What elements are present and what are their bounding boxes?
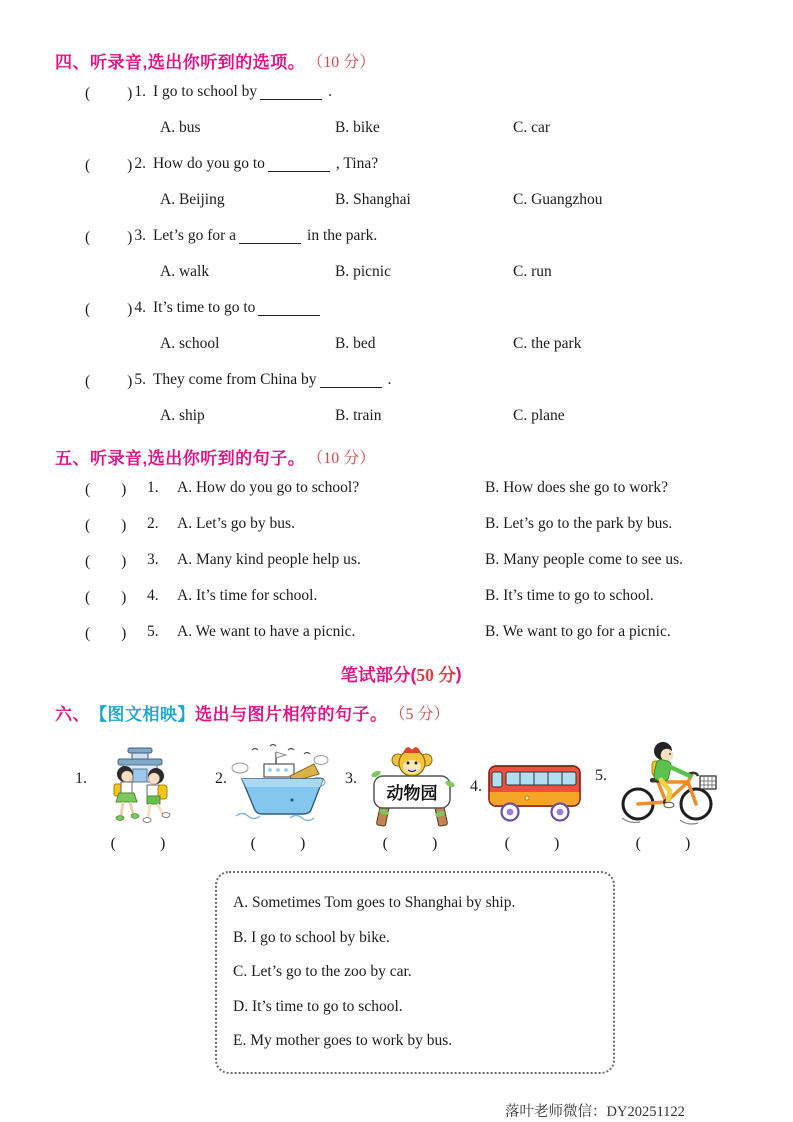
- question-row: [85, 362, 747, 398]
- question-number: 4.: [134, 299, 146, 316]
- options-row: [160, 398, 747, 434]
- blank-line: [268, 157, 330, 172]
- question-text: It’s time to go to: [152, 299, 256, 316]
- section6-title-text: 选出与图片相符的句子。: [195, 704, 388, 724]
- option-b: B. bed: [335, 335, 376, 352]
- sentence-d: D. It’s time to go to school.: [233, 997, 403, 1015]
- written-part-prefix: 笔试部分(: [340, 664, 417, 685]
- answer-paren: ( ): [85, 625, 127, 642]
- answer-paren: ( ): [85, 373, 135, 390]
- zoo-sign-text: 动物园: [386, 784, 438, 803]
- question-number: 3.: [147, 551, 159, 568]
- answer-paren: ( ): [85, 589, 127, 606]
- question-text: Let’s go for a: [152, 227, 237, 244]
- sentence-e: E. My mother goes to work by bus.: [233, 1032, 453, 1050]
- answer-paren: ( ): [85, 229, 135, 246]
- answer-paren: ( ): [110, 835, 170, 852]
- section4-questions: [55, 74, 747, 434]
- section5-score: （10 分）: [307, 449, 376, 467]
- picture-item-2: [215, 742, 345, 853]
- section5-title-text: 五、听录音,选出你听到的句子。: [55, 448, 306, 468]
- picture-item-3: [345, 742, 470, 853]
- picture-number: 2.: [215, 769, 227, 787]
- sentence-b: B. I go to school by bike.: [233, 928, 390, 946]
- sentence-choices-box: [215, 871, 615, 1074]
- written-part-header: [55, 654, 747, 694]
- choice-a: A. It’s time for school.: [177, 587, 318, 604]
- options-row: [160, 326, 747, 362]
- answer-paren: ( ): [250, 835, 310, 852]
- section4-title-text: 四、听录音,选出你听到的选项。: [55, 52, 306, 72]
- answer-paren: ( ): [85, 517, 127, 534]
- choice-a: A. How do you go to school?: [177, 479, 360, 496]
- section6-prefix: 六、: [55, 704, 90, 724]
- answer-paren: ( ): [635, 835, 695, 852]
- picture-item-5: [595, 736, 747, 853]
- section6-tag: 【图文相映】: [90, 704, 195, 724]
- answer-paren: ( ): [85, 301, 135, 318]
- picture-item-1: [75, 742, 215, 853]
- written-part-suffix: ): [455, 663, 462, 684]
- section5-rows: [55, 470, 747, 650]
- question-number: 4.: [147, 587, 159, 604]
- sentence-a: A. Sometimes Tom goes to Shanghai by ship.: [233, 894, 516, 912]
- ship-illustration: [230, 742, 330, 828]
- question-number: 2.: [134, 155, 146, 172]
- question-number: 5.: [134, 371, 146, 388]
- sentence-pair-row: [85, 470, 747, 506]
- question-text-post: , Tina?: [335, 155, 379, 172]
- monkey-zoo-sign-illustration: [360, 742, 464, 828]
- section6-title: [55, 698, 747, 726]
- question-text: They come from China by: [152, 371, 317, 388]
- choice-b: B. It’s time to go to school.: [485, 587, 654, 604]
- picture-number: 1.: [75, 769, 87, 787]
- option-b: B. bike: [335, 119, 380, 136]
- choice-a: A. Let’s go by bus.: [177, 515, 295, 532]
- teacher-wechat-footer: 落叶老师微信：DY20251122: [505, 1103, 685, 1120]
- question-row: [85, 146, 747, 182]
- answer-paren: ( ): [85, 553, 127, 570]
- section4-title: [55, 46, 747, 74]
- picture-row: [75, 736, 747, 853]
- picture-number: 3.: [345, 769, 357, 787]
- answer-paren: ( ): [85, 157, 135, 174]
- written-part-score: 50 分: [416, 664, 456, 685]
- question-text: I go to school by: [152, 83, 258, 100]
- question-text: How do you go to: [152, 155, 265, 172]
- option-b: B. Shanghai: [335, 191, 411, 208]
- question-number: 2.: [147, 515, 159, 532]
- blank-line: [239, 229, 301, 244]
- blank-line: [258, 301, 320, 316]
- question-number: 1.: [134, 83, 146, 100]
- question-row: [85, 218, 747, 254]
- choice-a: A. We want to have a picnic.: [177, 623, 356, 640]
- choice-a: A. Many kind people help us.: [177, 551, 361, 568]
- choice-b: B. How does she go to work?: [485, 479, 668, 496]
- sentence-pair-row: [85, 542, 747, 578]
- answer-paren: ( ): [382, 835, 442, 852]
- option-a: A. bus: [160, 119, 201, 136]
- answer-paren: ( ): [85, 85, 135, 102]
- options-row: [160, 110, 747, 146]
- sentence-c: C. Let’s go to the zoo by car.: [233, 963, 412, 981]
- bus-illustration: [485, 758, 583, 828]
- answer-paren: ( ): [85, 481, 127, 498]
- section6-score: （5 分）: [389, 705, 450, 723]
- question-number: 1.: [147, 479, 159, 496]
- section4-score: （10 分）: [307, 53, 376, 71]
- picture-number: 5.: [595, 766, 607, 784]
- question-number: 3.: [134, 227, 146, 244]
- option-c: C. the park: [513, 335, 582, 352]
- option-a: A. school: [160, 335, 220, 352]
- blank-line: [320, 373, 382, 388]
- option-c: C. Guangzhou: [513, 191, 603, 208]
- choice-b: B. Let’s go to the park by bus.: [485, 515, 673, 532]
- option-a: A. ship: [160, 407, 205, 424]
- question-row: [85, 290, 747, 326]
- question-text-post: .: [387, 371, 392, 388]
- option-b: B. picnic: [335, 263, 391, 280]
- picture-item-4: [470, 758, 595, 853]
- option-b: B. train: [335, 407, 382, 424]
- section5-title: [55, 442, 747, 470]
- choice-b: B. We want to go for a picnic.: [485, 623, 671, 640]
- sentence-pair-row: [85, 614, 747, 650]
- question-text-post: .: [328, 83, 333, 100]
- choice-b: B. Many people come to see us.: [485, 551, 684, 568]
- option-a: A. walk: [160, 263, 210, 280]
- children-walking-to-school-illustration: [90, 742, 190, 828]
- question-text-post: in the park.: [307, 227, 378, 244]
- picture-number: 4.: [470, 777, 482, 795]
- answer-paren: ( ): [504, 835, 564, 852]
- blank-line: [260, 85, 322, 100]
- boy-riding-bike-illustration: [610, 736, 720, 828]
- option-c: C. plane: [513, 407, 565, 424]
- question-row: [85, 74, 747, 110]
- question-number: 5.: [147, 623, 159, 640]
- options-row: [160, 254, 747, 290]
- options-row: [160, 182, 747, 218]
- sentence-pair-row: [85, 578, 747, 614]
- option-a: A. Beijing: [160, 191, 225, 208]
- sentence-pair-row: [85, 506, 747, 542]
- option-c: C. run: [513, 263, 552, 280]
- option-c: C. car: [513, 119, 551, 136]
